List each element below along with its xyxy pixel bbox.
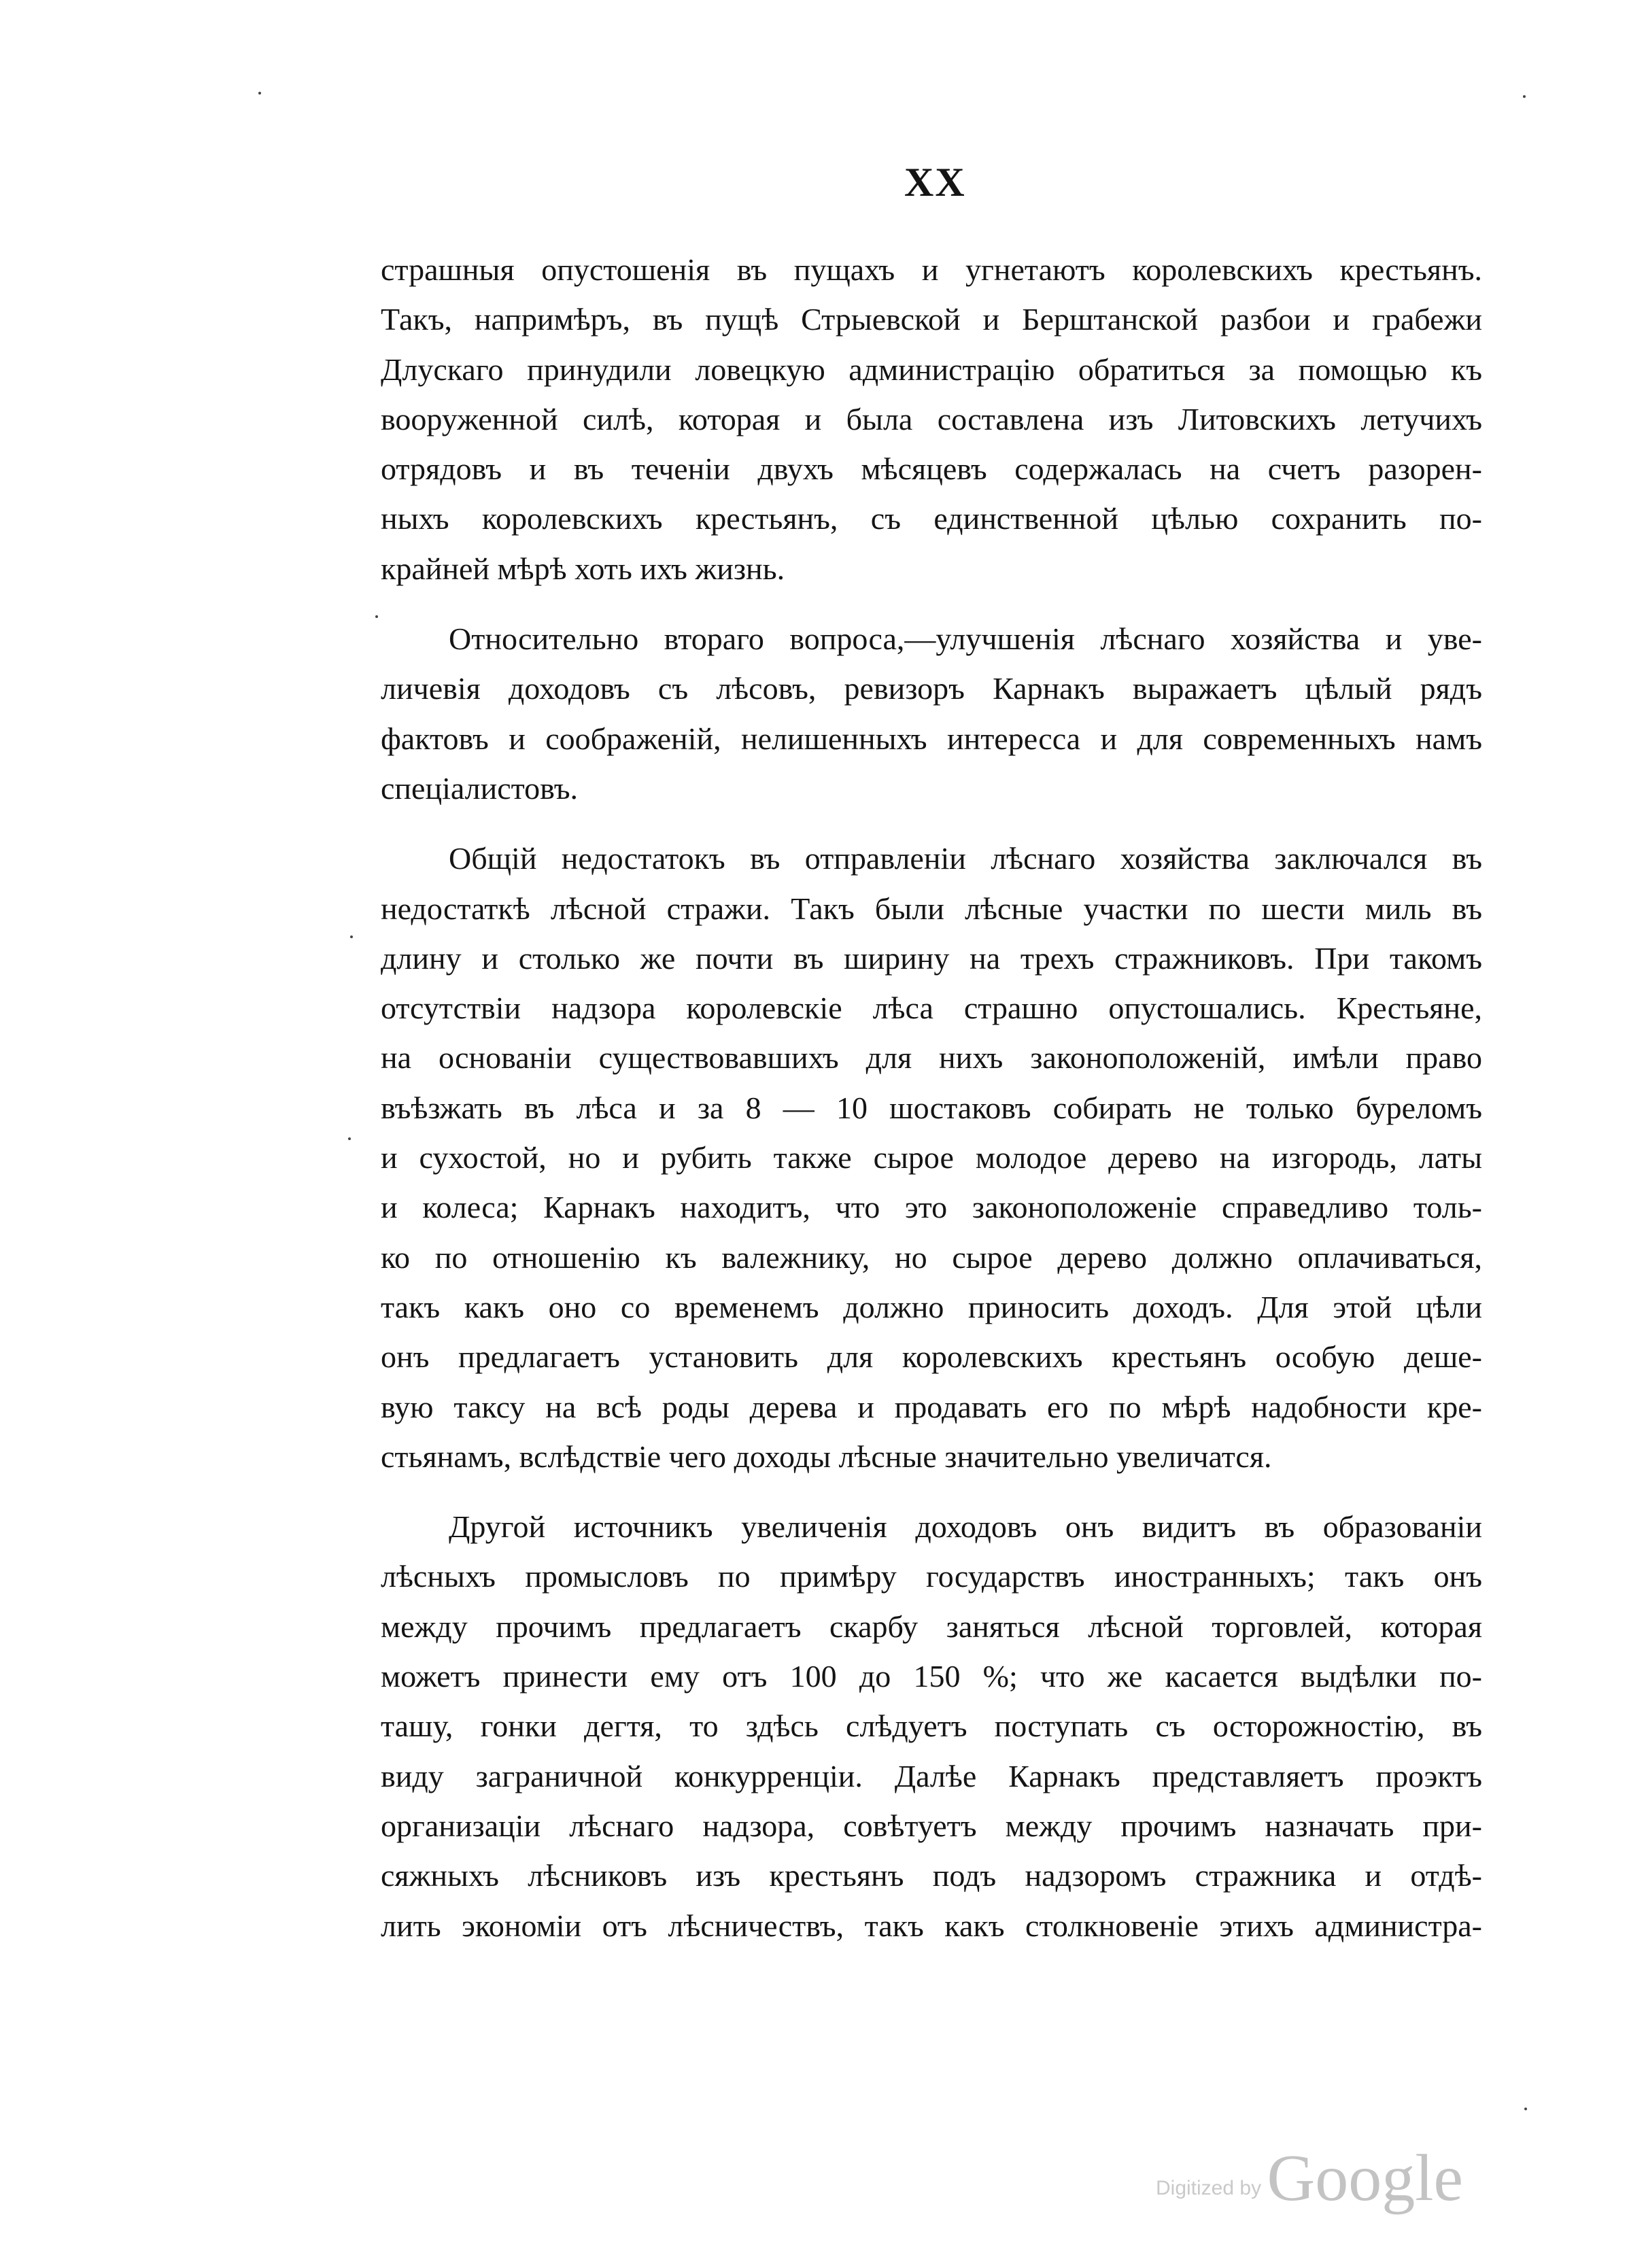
digitization-watermark: [1156, 2140, 1463, 2216]
scan-speck: [375, 615, 378, 618]
text-line: ныхъ королевскихъ крестьянъ, съ единственной цѣлью сохранить по-: [381, 501, 1482, 536]
text-line: сяжныхъ лѣсниковъ изъ крестьянъ подъ надзоромъ стражника и отдѣ-: [381, 1858, 1482, 1893]
text-line: отрядовъ и въ теченіи двухъ мѣсяцевъ содержалась на счетъ разорен-: [381, 451, 1482, 487]
text-line: виду заграничной конкурренціи. Далѣе Карнакъ представляетъ проэктъ: [381, 1758, 1482, 1793]
text-line: Относительно втораго вопроса,—улучшенія лѣснаго хозяйства и уве-: [449, 621, 1482, 657]
text-line: организаціи лѣснаго надзора, совѣтуетъ между прочимъ назначать при-: [381, 1808, 1482, 1843]
text-line: на основаніи существовавшихъ для нихъ законоположеній, имѣли право: [381, 1040, 1482, 1076]
text-line: фактовъ и соображеній, нелишенныхъ интересса и для современныхъ намъ: [381, 721, 1482, 756]
text-line: между прочимъ предлагаетъ скарбу заняться лѣсной торговлей, которая: [381, 1609, 1482, 1644]
text-line: Длускаго принудили ловецкую администрацію обратиться за помощью къ: [381, 351, 1482, 387]
text-line: стьянамъ, вслѣдствіе чего доходы лѣсные значительно увеличатся.: [381, 1439, 1272, 1474]
text-line: Другой источникъ увеличенія доходовъ онъ видитъ въ образованіи: [449, 1509, 1482, 1545]
text-line: Такъ, напримѣръ, въ пущѣ Стрыевской и Берштанской разбои и грабежи: [381, 302, 1482, 337]
text-line: лѣсныхъ промысловъ по примѣру государствъ иностранныхъ; такъ онъ: [381, 1559, 1482, 1594]
text-line: длину и столько же почти въ ширину на трехъ стражниковъ. При такомъ: [381, 940, 1482, 976]
watermark-prefix: Digitized by: [1156, 2177, 1262, 2199]
scan-speck: [350, 935, 353, 938]
paragraph-2: [381, 614, 1482, 813]
text-line: ташу, гонки дегтя, то здѣсь слѣдуетъ поступать съ осторожностію, въ: [381, 1708, 1482, 1744]
paragraph-3: [381, 834, 1482, 1481]
watermark-logo: Google: [1267, 2142, 1464, 2215]
page-number: XX: [904, 160, 966, 205]
text-line: недостаткѣ лѣсной стражи. Такъ были лѣсные участки по шести миль въ: [381, 891, 1482, 926]
scan-speck: [1523, 95, 1526, 98]
text-line: вооруженной силѣ, которая и была составлена изъ Литовскихъ летучихъ: [381, 401, 1482, 436]
text-line: Общій недостатокъ въ отправленіи лѣснаго хозяйства заключался въ: [449, 841, 1482, 876]
text-line: страшныя опустошенія въ пущахъ и угнетаютъ королевскихъ крестьянъ.: [381, 252, 1482, 287]
text-line: въѣзжать въ лѣса и за 8 — 10 шостаковъ собирать не только буреломъ: [381, 1090, 1482, 1125]
text-line: крайней мѣрѣ хоть ихъ жизнь.: [381, 551, 785, 586]
text-line: лить экономіи отъ лѣсничествъ, такъ какъ столкновеніе этихъ администра-: [381, 1908, 1482, 1943]
text-line: ко по отношенію къ валежнику, но сырое дерево должно оплачиваться,: [381, 1239, 1482, 1275]
text-line: и колеса; Карнакъ находитъ, что это законоположеніе справедливо толь-: [381, 1190, 1482, 1225]
text-line: вую таксу на всѣ роды дерева и продавать его по мѣрѣ надобности кре-: [381, 1389, 1482, 1424]
paragraph-1: [381, 245, 1482, 594]
body-text: [381, 245, 1482, 1951]
text-line: такъ какъ оно со временемъ должно приносить доходъ. Для этой цѣли: [381, 1289, 1482, 1324]
paragraph-4: [381, 1502, 1482, 1951]
text-line: и сухостой, но и рубить также сырое молодое дерево на изгородь, латы: [381, 1140, 1482, 1175]
text-line: отсутствіи надзора королевскіе лѣса страшно опустошались. Крестьяне,: [381, 991, 1482, 1026]
text-line: личевія доходовъ съ лѣсовъ, ревизоръ Карнакъ выражаетъ цѣлый рядъ: [381, 671, 1482, 706]
text-line: онъ предлагаетъ установить для королевскихъ крестьянъ особую деше-: [381, 1339, 1482, 1375]
text-line: спеціалистовъ.: [381, 770, 579, 806]
scan-speck: [348, 1137, 351, 1140]
scan-speck: [258, 92, 261, 94]
scan-speck: [1524, 2108, 1527, 2110]
text-line: можетъ принести ему отъ 100 до 150 %; что же касается выдѣлки по-: [381, 1659, 1482, 1694]
